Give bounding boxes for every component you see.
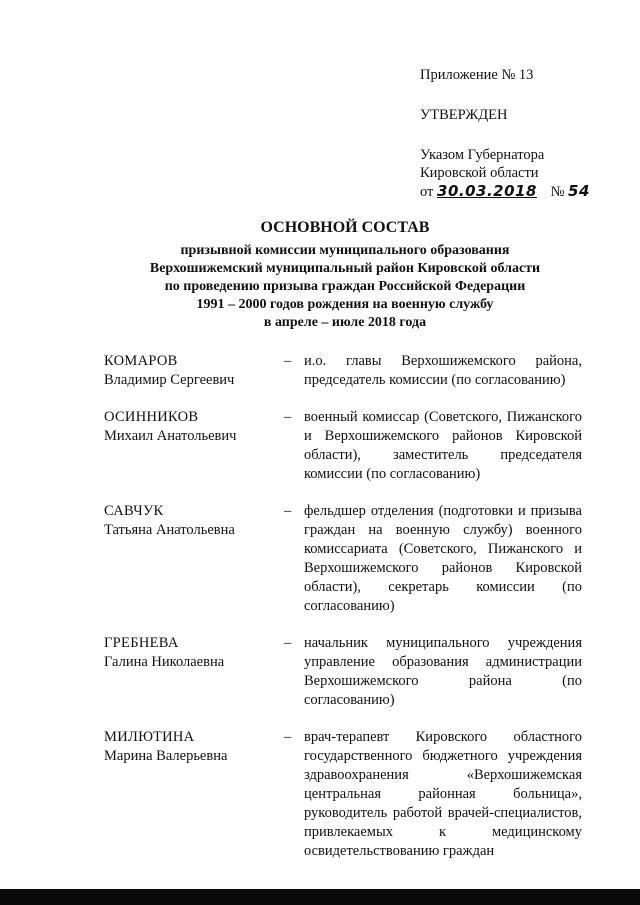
title-line: 1991 – 2000 годов рождения на военную службу [196, 297, 494, 312]
member-surname: ОСИННИКОВ [104, 409, 199, 425]
number-prefix: № [550, 184, 565, 200]
members-list [104, 352, 604, 879]
handwritten-date: 30.03.2018 [437, 182, 537, 200]
title-line: в апреле – июле 2018 года [263, 315, 427, 330]
member-name [104, 502, 279, 540]
member-role: и.о. главы Верхошижемского района, председатель комиссии (по согласованию) [304, 353, 582, 388]
member-given-name: Михаил Анатольевич [104, 428, 237, 444]
member-surname: САВЧУК [104, 503, 164, 519]
member-row [104, 352, 604, 390]
member-role: начальник муниципального учреждения управление образования администрации Верхошижемского района (по согласованию) [304, 635, 582, 708]
document-title [90, 218, 600, 332]
title-line: Верхошижемский муниципальный район Кировской области [149, 261, 541, 276]
member-row [104, 502, 604, 616]
member-role: врач-терапевт Кировского областного государственного бюджетного учреждения здравоохранения «Верхошижемская центральная районная больница», руководитель работой врачей-специалистов, привлекаемых к медицинскому освидетельствованию граждан [304, 729, 582, 859]
member-role: фельдшер отделения (подготовки и призыва граждан на военную службу) военного комиссариата (Советского, Пижанского и Верхошижемского районов Кировской области), секретарь комиссии (по согласованию) [304, 503, 582, 614]
member-surname: КОМАРОВ [104, 353, 178, 369]
member-dash: – [284, 503, 292, 519]
member-name [104, 634, 279, 672]
member-role: военный комиссар (Советского, Пижанского и Верхошижемского районов Кировской области), заместитель председателя комиссии (по согласованию) [304, 409, 582, 482]
appendix-label: Приложение № 13 [420, 67, 534, 83]
member-row [104, 728, 604, 861]
member-given-name: Марина Валерьевна [104, 748, 228, 764]
member-given-name: Владимир Сергеевич [104, 372, 235, 388]
member-row [104, 634, 604, 710]
member-dash: – [284, 353, 292, 369]
decree-date-line [420, 182, 620, 201]
decree-line-2: Кировской области [420, 165, 539, 181]
title-main: ОСНОВНОЙ СОСТАВ [260, 219, 430, 236]
member-surname: ГРЕБНЕВА [104, 635, 179, 651]
member-given-name: Галина Николаевна [104, 654, 225, 670]
approved-label: УТВЕРЖДЕН [420, 107, 508, 123]
member-surname: МИЛЮТИНА [104, 729, 195, 745]
date-prefix: от [420, 184, 434, 200]
title-line: призывной комиссии муниципального образования [180, 243, 510, 258]
member-dash: – [284, 409, 292, 425]
member-dash: – [284, 729, 292, 745]
member-dash: – [284, 635, 292, 651]
title-line: по проведению призыва граждан Российской Федерации [164, 279, 526, 294]
member-row [104, 408, 604, 484]
member-name [104, 408, 279, 446]
scan-bottom-edge [0, 889, 640, 905]
member-given-name: Татьяна Анатольевна [104, 522, 235, 538]
member-name [104, 352, 279, 390]
handwritten-number: 54 [568, 182, 590, 200]
decree-line-1: Указом Губернатора [420, 147, 545, 163]
member-name [104, 728, 279, 766]
approval-block [420, 66, 620, 201]
